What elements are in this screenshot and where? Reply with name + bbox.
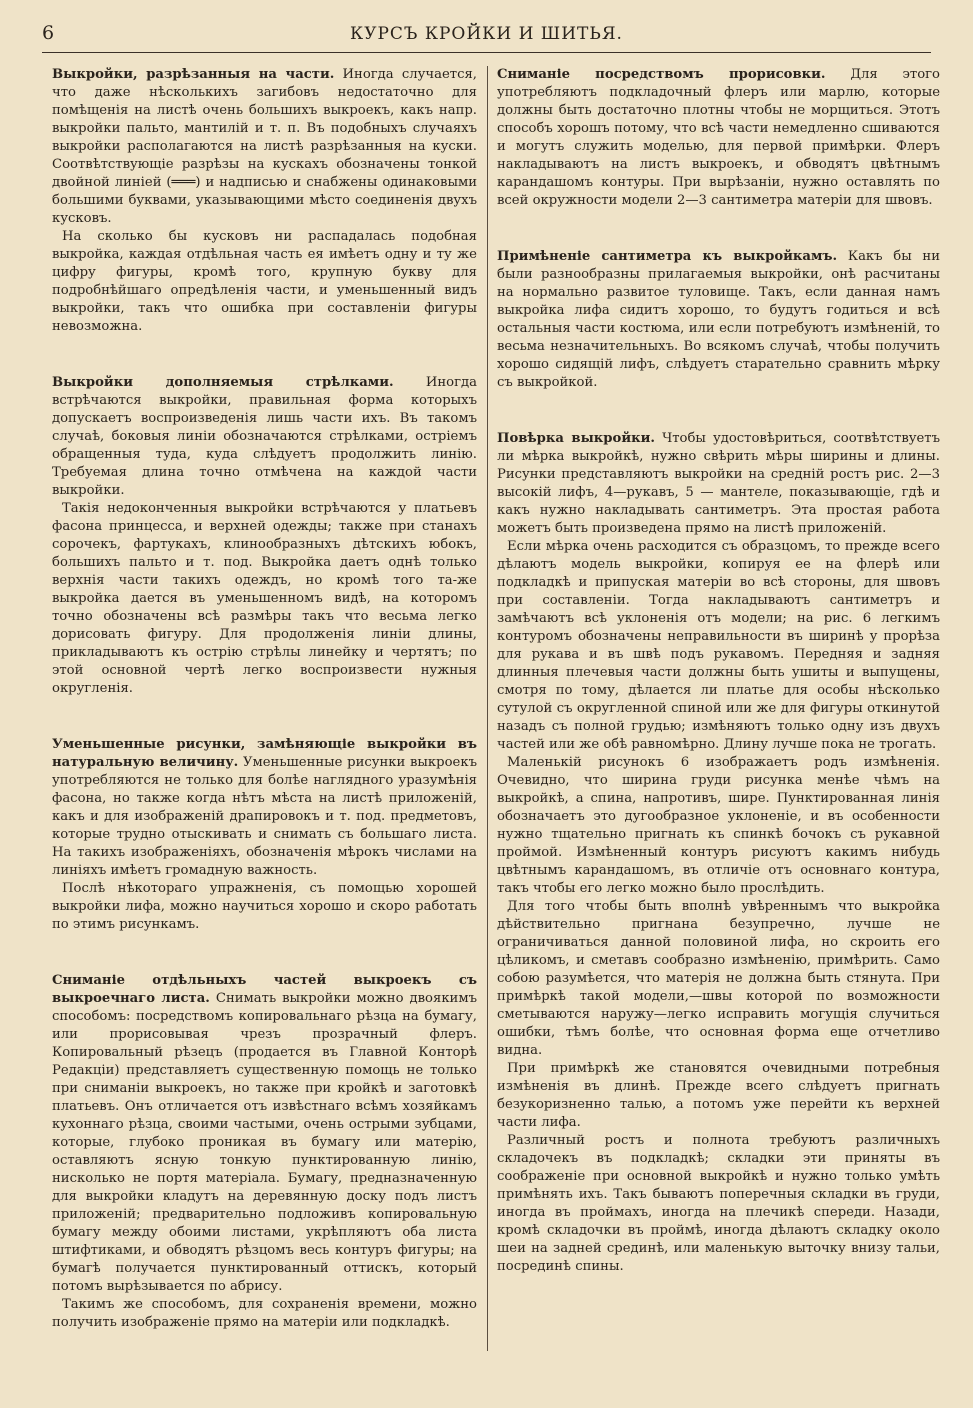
paragraph-text: Иногда встрѣчаются выкройки, правильная форма которыхъ допускаетъ воспроизведенія лишь части ихъ. Въ такомъ случаѣ, боковыя линіи обозначаются стрѣлками, остріемъ обращенныя туда, куда слѣдуетъ продолжить линію. Требуемая длина точно отмѣчена на каждой части выкройки. bbox=[52, 375, 477, 498]
paragraph: Для того чтобы быть вполнѣ увѣреннымъ что выкройка дѣйствительно пригнана безупречно, лучше не ограничиваться данной половиной лифа, но скроить его цѣликомъ, и сметавъ сообразно измѣненію, примѣрить. Само собою разумѣется, что матерія не должна быть стянута. При примѣркѣ такой модели,—швы которой по возможности сметываются наружу—легко исправить могущія случиться ошибки, тѣмъ болѣе, что основная форма еще отчетливо видна. bbox=[497, 899, 940, 1058]
paragraph-text: Для этого употребляютъ подкладочный флеръ или марлю, которые должны быть достаточно плотны чтобы не морщиться. Этотъ способъ хорошъ потому, что всѣ части немедленно сшиваются и могутъ служить моделью, для первой примѣрки. Флеръ накладываютъ на листъ выкроекъ, и обводятъ цвѣтнымъ карандашомъ контуры. При вырѣзаніи, нужно оставлять по всей окружности модели 2—3 сантиметра матеріи для швовъ. bbox=[497, 67, 940, 208]
paragraph: Различный ростъ и полнота требуютъ различныхъ складочекъ въ подкладкѣ; складки эти приняты въ соображеніе при основной выкройкѣ и нужно только умѣть примѣнять ихъ. Такъ бываютъ поперечныя складки въ груди, иногда въ проймахъ, иногда на плечикѣ спереди. Назади, кромѣ складочки въ проймѣ, иногда дѣлаютъ складку около шеи на задней срединѣ, или маленькую выточку внизу тальи, посрединѣ спины. bbox=[497, 1133, 940, 1274]
left-column bbox=[52, 66, 477, 1370]
section-heading: Повѣрка выкройки. bbox=[497, 431, 656, 446]
section-arrow-patterns bbox=[52, 374, 477, 698]
paragraph: На сколько бы кусковъ ни распадалась подобная выкройка, каждая отдѣльная часть ея имѣетъ одну и ту же цифру фигуры, кромѣ того, крупную букву для подробнѣйшаго опредѣленія части, и уменьшенный видъ выкройки, такъ что ошибка при составленіи фигуры невозможна. bbox=[52, 229, 477, 334]
paragraph bbox=[497, 66, 940, 210]
section-heading: Уменьшенные рисунки, замѣняющіе выкройки въ натуральную величину. bbox=[52, 737, 477, 770]
section-pattern-check bbox=[497, 430, 940, 1276]
section-heading: Сниманіе отдѣльныхъ частей выкроекъ съ выкроечнаго листа. bbox=[52, 973, 477, 1006]
right-column bbox=[497, 66, 940, 1314]
paragraph-text: Какъ бы ни были разнообразны прилагаемыя выкройки, онѣ расчитаны на нормально развитое туловище. Такъ, если данная намъ выкройка лифа сидитъ хорошо, то будутъ годиться и всѣ остальныя части костюма, или если потребуютъ измѣненій, то весьма незначительныхъ. Во всякомъ случаѣ, чтобы получить хорошо сидящій лифъ, слѣдуетъ старательно сравнить мѣрку съ выкройкой. bbox=[497, 249, 940, 390]
section-heading: Выкройки дополняемыя стрѣлками. bbox=[52, 375, 394, 390]
paragraph bbox=[497, 248, 940, 392]
paragraph bbox=[497, 430, 940, 538]
paragraph: Послѣ нѣкотораго упражненія, съ помощью хорошей выкройки лифа, можно научиться хорошо и скоро работать по этимъ рисункамъ. bbox=[52, 881, 477, 932]
section-heading: Выкройки, разрѣзанныя на части. bbox=[52, 67, 335, 82]
section-reduced-drawings bbox=[52, 736, 477, 934]
paragraph: Такія недоконченныя выкройки встрѣчаются у платьевъ фасона принцесса, и верхней одежды; также при станахъ сорочекъ, фартукахъ, клинообразныхъ дѣтскихъ юбокъ, большихъ пальто и т. под. Выкройка даетъ однѣ только верхнія части такихъ одеждъ, но кромѣ того та-же выкройка дается въ уменьшенномъ видѣ, на которомъ точно обозначены всѣ размѣры такъ что весьма легко дорисовать фигуру. Для продолженія линіи длины, прикладываютъ къ острію стрѣлы линейку и чертятъ; по этой основной чертѣ легко воспроизвести нужныя округленія. bbox=[52, 501, 477, 696]
paragraph bbox=[52, 66, 477, 228]
paragraph-text: Иногда случается, что даже нѣсколькихъ загибовъ недостаточно для помѣщенія на листѣ очень большихъ выкроекъ, какъ напр. выкройки пальто, мантилій и т. п. Въ подобныхъ случаяхъ выкройки располагаются на листѣ разрѣзанныя на куски. Соотвѣтствующіе разрѣзы на кускахъ обозначены тонкой двойной линіей (═══) и надписью и снабжены одинаковыми большими буквами, указывающими мѣсто соединенія двухъ кусковъ. bbox=[52, 67, 477, 226]
paragraph-text: Уменьшенные рисунки выкроекъ употребляются не только для болѣе наглядного уразумѣнія фасона, но также когда нѣтъ мѣста на листѣ приложеній, какъ и для изображеній драпировокъ и т. под. предметовъ, которые трудно отыскивать и снимать съ большаго листа. На такихъ изображеніяхъ, обозначенія мѣрокъ числами на линіяхъ имѣетъ громадную важность. bbox=[52, 755, 477, 878]
paragraph-text: Снимать выкройки можно двоякимъ способомъ: посредствомъ копировальнаго рѣзца на бумагу, или прорисовывая чрезъ прозрачный флеръ. Копировальный рѣзецъ (продается въ Главной Конторѣ Редакціи) представляетъ существенную помощь не только при сниманіи выкроекъ, но также при кройкѣ и заготовкѣ платьевъ. Онъ отличается отъ извѣстнаго всѣмъ хозяйкамъ кухоннаго рѣзца, своими частыми, очень острыми зубцами, которые, глубоко проникая въ бумагу или матерію, оставляютъ ясную тонкую пунктированную линію, нисколько не портя матеріала. Бумагу, предназначенную для выкройки кладутъ на деревянную доску подъ листъ приложеній; предварительно подложивъ копировальную бумагу между обоими листами, укрѣпляютъ оба листа штифтиками, и обводятъ рѣзцомъ весь контуръ фигуры; на бумагѣ получается пунктированный оттискъ, который потомъ вырѣзывается по абрису. bbox=[52, 991, 477, 1294]
page-number: 6 bbox=[42, 22, 55, 44]
section-heading: Сниманіе посредствомъ прорисовки. bbox=[497, 67, 826, 82]
header-rule bbox=[42, 52, 931, 53]
page-header bbox=[42, 18, 931, 48]
paragraph: При примѣркѣ же становятся очевидными потребныя измѣненія въ длинѣ. Прежде всего слѣдуетъ пригнать безукоризненно талью, а потомъ уже перейти къ верхней части лифа. bbox=[497, 1061, 940, 1130]
paragraph bbox=[52, 972, 477, 1296]
paragraph bbox=[52, 374, 477, 500]
paragraph bbox=[52, 736, 477, 880]
section-centimeter bbox=[497, 248, 940, 392]
paragraph: Такимъ же способомъ, для сохраненія времени, можно получить изображеніе прямо на матеріи или подкладкѣ. bbox=[52, 1297, 477, 1330]
section-cut-patterns bbox=[52, 66, 477, 336]
column-divider bbox=[487, 66, 488, 1351]
section-removing-parts bbox=[52, 972, 477, 1332]
section-tracing bbox=[497, 66, 940, 210]
running-head-title: КУРСЪ КРОЙКИ И ШИТЬЯ. bbox=[350, 24, 623, 44]
paragraph: Маленькій рисунокъ 6 изображаетъ родъ измѣненія. Очевидно, что ширина груди рисунка менѣе чѣмъ на выкройкѣ, а спина, напротивъ, шире. Пунктированная линія обозначаетъ это дугообразное уклоненіе, и въ особенности нужно тщательно пригнать къ спинкѣ бочокъ съ рукавной проймой. Измѣненный контуръ рисуютъ какимъ нибудь цвѣтнымъ карандашомъ, въ отличіе отъ основнаго контура, такъ чтобы его легко можно было прослѣдить. bbox=[497, 755, 940, 896]
paragraph-text: Чтобы удостовѣриться, соотвѣтствуетъ ли мѣрка выкройкѣ, нужно свѣрить мѣры ширины и длины. Рисунки представляютъ выкройки на средній ростъ рис. 2—3 высокій лифъ, 4—рукавъ, 5 — мантеле, показывающіе, гдѣ и какъ нужно накладывать сантиметръ. Эта простая работа можетъ быть произведена прямо на листѣ приложеній. bbox=[497, 431, 940, 536]
paragraph: Если мѣрка очень расходится съ образцомъ, то прежде всего дѣлаютъ модель выкройки, копируя ее на флерѣ или подкладкѣ и припуская матеріи во всѣ стороны, для швовъ при составленіи. Тогда накладываютъ сантиметръ и замѣчаютъ всѣ уклоненія отъ модели; на рис. 6 легкимъ контуромъ обозначены неправильности въ ширинѣ у прорѣза для рукава и въ швѣ подъ рукавомъ. Передняя и задняя длинныя плечевыя части должны быть ушиты и выпущены, смотря по тому, дѣлается ли платье для особы нѣсколько сутулой съ округленной спиной или же для фигуры откинутой назадъ съ полной грудью; измѣняютъ только одну изъ двухъ частей или же обѣ равномѣрно. Длину лучше пока не трогать. bbox=[497, 539, 940, 752]
section-heading: Примѣненіе сантиметра къ выкройкамъ. bbox=[497, 249, 838, 264]
